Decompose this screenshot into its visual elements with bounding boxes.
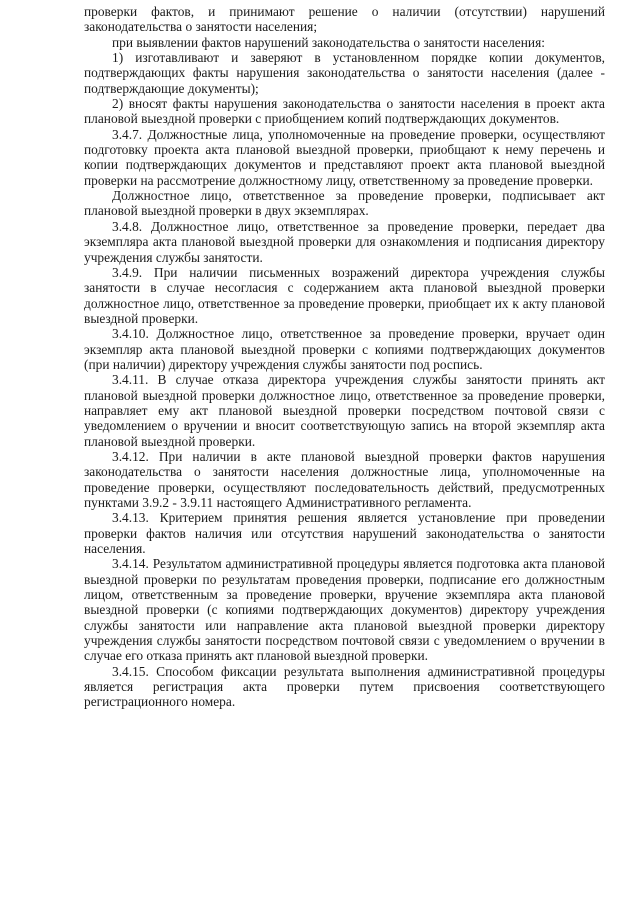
document-page xyxy=(84,4,605,710)
paragraph-3-4-12: 3.4.12. При наличии в акте плановой выездной проверки фактов нарушения законодательства о занятости населения должностные лица, уполномоченные на проведение проверки, осуществляют последовательность действий, предусмотренных пунктами 3.9.2 - 3.9.11 настоящего Административного регламента. xyxy=(84,448,605,510)
paragraph-3-4-14: 3.4.14. Результатом административной процедуры является подготовка акта плановой выездной проверки по результатам проведения проверки, подписание его должностным лицом, ответственным за проведение проверки, вручение экземпляра акта плановой выездной проверки (с копиями подтверждающих документов) директору учреждения службы занятости или направление акта плановой выездной проверки директору учреждения службы занятости посредством почтовой связи с уведомлением о вручении в случае его отказа принять акт плановой выездной проверки. xyxy=(84,556,605,664)
paragraph-3-4-10: 3.4.10. Должностное лицо, ответственное за проведение проверки, вручает один экземпляр акта плановой выездной проверки с копиями подтверждающих документов (при наличии) директору учреждения службы занятости под роспись. xyxy=(84,326,605,372)
paragraph-3-4-9: 3.4.9. При наличии письменных возражений директора учреждения службы занятости в случае несогласия с содержанием акта плановой выездной проверки должностное лицо, ответственное за проведение проверки, приобщает их к акту плановой выездной проверки. xyxy=(84,264,605,326)
paragraph-3-4-11: 3.4.11. В случае отказа директора учреждения службы занятости принять акт плановой выездной проверки должностное лицо, ответственное за проведение проверки, направляет ему акт плановой выездной проверки посредством почтовой связи с уведомлением о вручении и вносит соответствующую запись на второй экземпляр акта плановой выездной проверки. xyxy=(84,372,605,449)
paragraph-3-4-7: 3.4.7. Должностные лица, уполномоченные на проведение проверки, осуществляют подготовку проекта акта плановой выездной проверки, приобщают к нему перечень и копии подтверждающих документов и представляют проект акта плановой выездной проверки на рассмотрение должностному лицу, ответственному за проведение проверки. xyxy=(84,126,605,188)
paragraph-item-1: 1) изготавливают и заверяют в установленном порядке копии документов, подтверждающих факты нарушения законодательства о занятости населения (далее - подтверждающие документы); xyxy=(84,50,605,96)
paragraph-violations-intro: при выявлении фактов нарушений законодательства о занятости населения: xyxy=(112,34,545,50)
paragraph-3-4-8: 3.4.8. Должностное лицо, ответственное за проведение проверки, передает два экземпляра акта плановой выездной проверки для ознакомления и подписания директору учреждения службы занятости. xyxy=(84,218,605,265)
paragraph-item-2: 2) вносят факты нарушения законодательства о занятости населения в проект акта плановой выездной проверки с приобщением копий подтверждающих документов. xyxy=(84,96,605,127)
paragraph-3-4-15: 3.4.15. Способом фиксации результата выполнения административной процедуры является регистрация акта проверки путем присвоения соответствующего регистрационного номера. xyxy=(84,663,605,710)
paragraph-signing: Должностное лицо, ответственное за проведение проверки, подписывает акт плановой выездной проверки в двух экземплярах. xyxy=(84,188,605,219)
paragraph-continuation: проверки фактов, и принимают решение о наличии (отсутствии) нарушений законодательства о занятости населения; xyxy=(84,4,605,35)
paragraph-3-4-13: 3.4.13. Критерием принятия решения является установление при проведении проверки фактов наличия или отсутствия нарушений законодательства о занятости населения. xyxy=(84,510,605,557)
